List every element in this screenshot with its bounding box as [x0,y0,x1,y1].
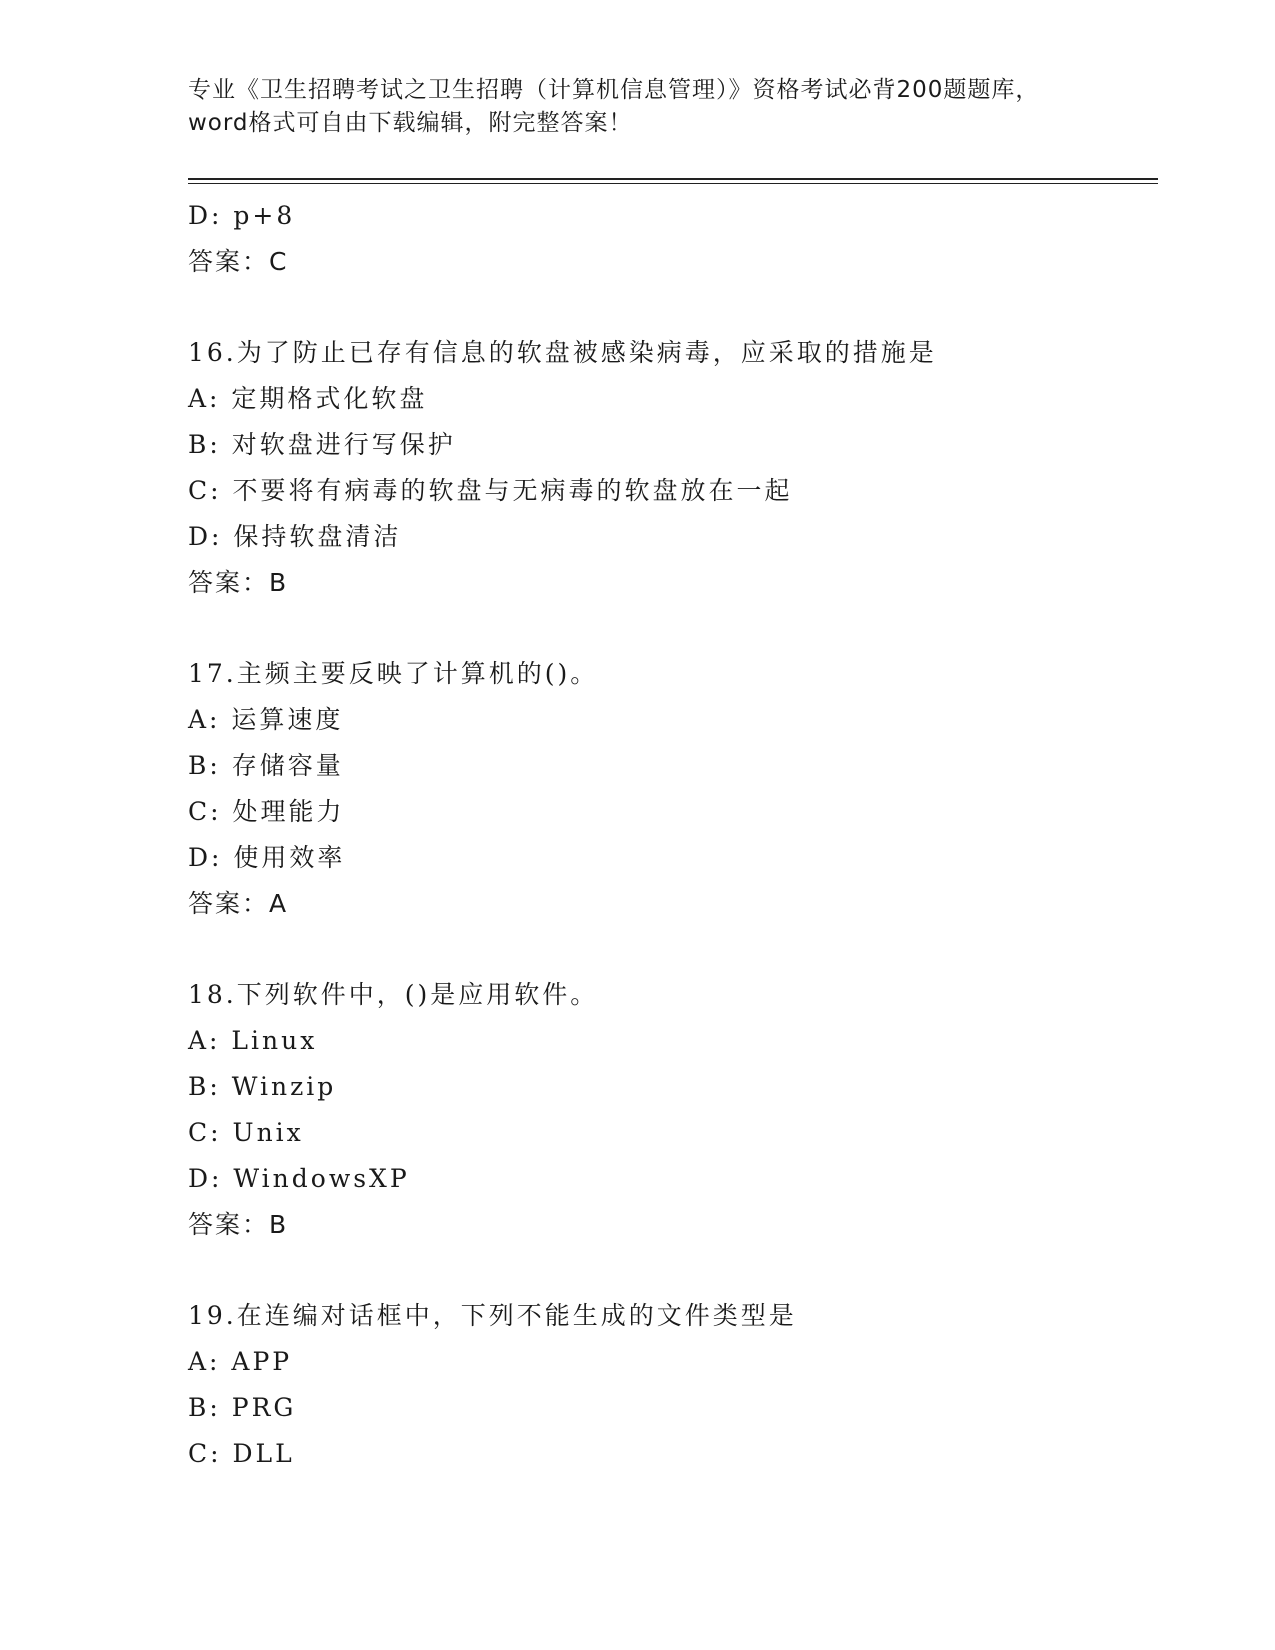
document-header [188,74,1088,140]
option-b: B: PRG [188,1393,297,1422]
question-stem: 16.为了防止已存有信息的软盘被感染病毒，应采取的措施是 [188,338,937,367]
option-b: B: Winzip [188,1072,337,1101]
spacer [188,606,1158,651]
spacer [188,1248,1158,1293]
question-list [188,193,1158,1477]
question-stem: 17.主频主要反映了计算机的()。 [188,659,599,688]
option-a: A: APP [188,1347,293,1376]
option-c: C: 不要将有病毒的软盘与无病毒的软盘放在一起 [188,476,793,505]
answer-line: 答案：C [188,247,289,276]
header-line-1: 专业《卫生招聘考试之卫生招聘（计算机信息管理）》资格考试必背200题题库， [188,77,1040,103]
option-d: D: p+8 [188,201,296,230]
option-d: D: 使用效率 [188,843,346,872]
header-divider [188,178,1158,180]
question-block-15 [188,193,1158,285]
question-block-18 [188,972,1158,1248]
question-stem: 18.下列软件中，()是应用软件。 [188,980,599,1009]
option-d: D: 保持软盘清洁 [188,522,402,551]
option-a: A: 定期格式化软盘 [188,384,428,413]
option-c: C: DLL [188,1439,295,1468]
question-block-16 [188,330,1158,606]
question-block-17 [188,651,1158,927]
option-a: A: 运算速度 [188,705,344,734]
option-d: D: WindowsXP [188,1164,410,1193]
header-divider-thin [188,183,1158,184]
answer-line: 答案：B [188,568,289,597]
header-line-2: word格式可自由下载编辑，附完整答案！ [188,110,633,136]
option-b: B: 存储容量 [188,751,344,780]
question-stem: 19.在连编对话框中，下列不能生成的文件类型是 [188,1301,797,1330]
option-a: A: Linux [188,1026,318,1055]
option-c: C: Unix [188,1118,304,1147]
spacer [188,285,1158,330]
spacer [188,927,1158,972]
option-b: B: 对软盘进行写保护 [188,430,456,459]
answer-line: 答案：B [188,1210,289,1239]
option-c: C: 处理能力 [188,797,345,826]
question-block-19 [188,1293,1158,1477]
answer-line: 答案：A [188,889,289,918]
